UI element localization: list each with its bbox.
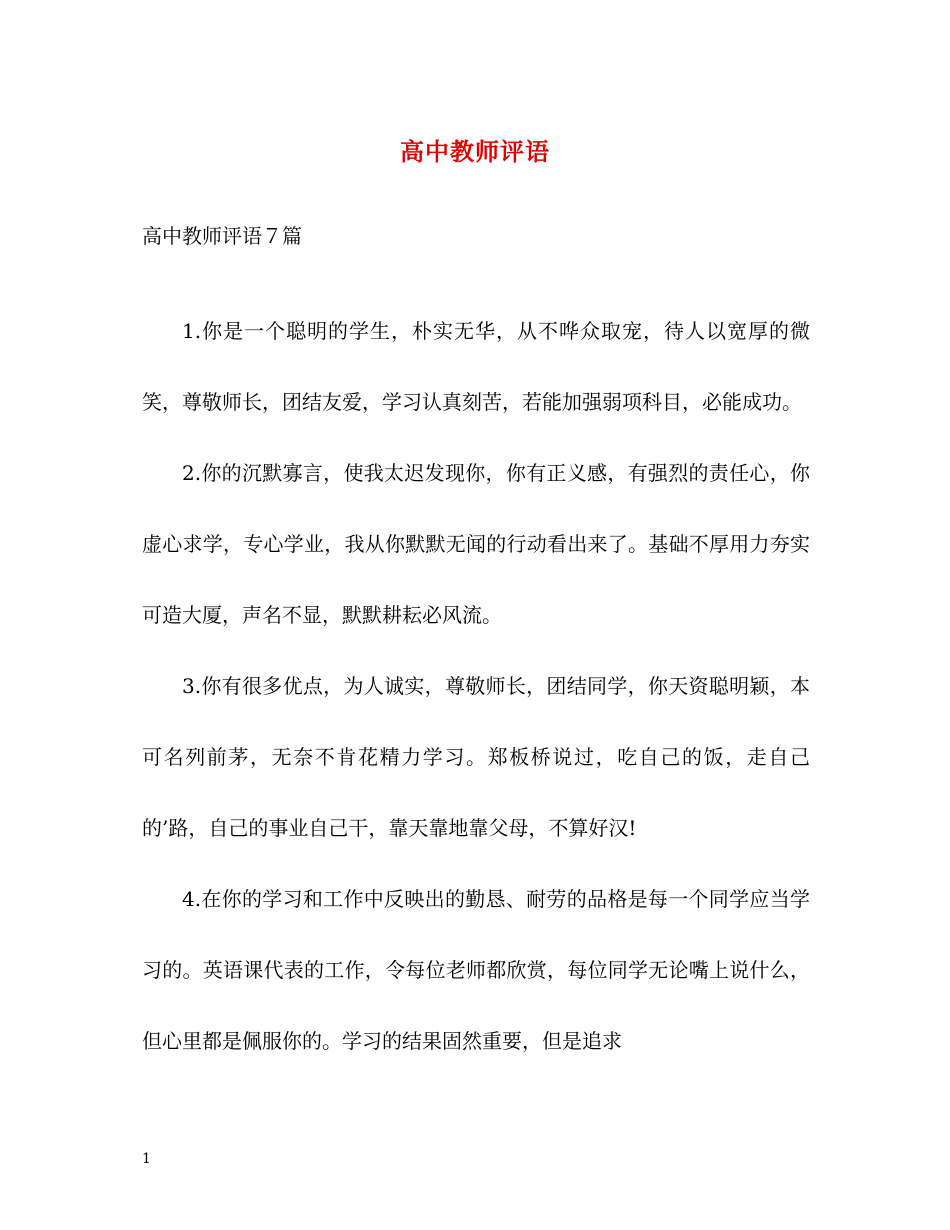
page-number: 1	[142, 1151, 151, 1167]
paragraph-4: 4.在你的学习和工作中反映出的勤恳、耐劳的品格是每一个同学应当学习的。英语课代表的工作，令每位老师都欣赏，每位同学无论嘴上说什么，但心里都是佩服你的。学习的结果固然重要，但是追求	[142, 887, 810, 1053]
document-body	[142, 296, 810, 1077]
document-title: 高中教师评语	[400, 137, 550, 166]
document-subtitle: 高中教师评语７篇	[142, 224, 302, 248]
paragraph-3: 3.你有很多优点，为人诚实，尊敬师长，团结同学，你天资聪明颖，本可名列前茅，无奈不肯花精力学习。郑板桥说过，吃自己的饭，走自己的’路，自己的事业自己干，靠天靠地靠父母，不算好汉!	[142, 674, 810, 840]
paragraph-1: 1.你是一个聪明的学生，朴实无华，从不哗众取宠，待人以宽厚的微笑，尊敬师长，团结友爱，学习认真刻苦，若能加强弱项科目，必能成功。	[142, 319, 810, 414]
paragraph-2: 2.你的沉默寡言，使我太迟发现你，你有正义感，有强烈的责任心，你虚心求学，专心学业，我从你默默无闻的行动看出来了。基础不厚用力夯实可造大厦，声名不显，默默耕耘必风流。	[142, 461, 810, 627]
